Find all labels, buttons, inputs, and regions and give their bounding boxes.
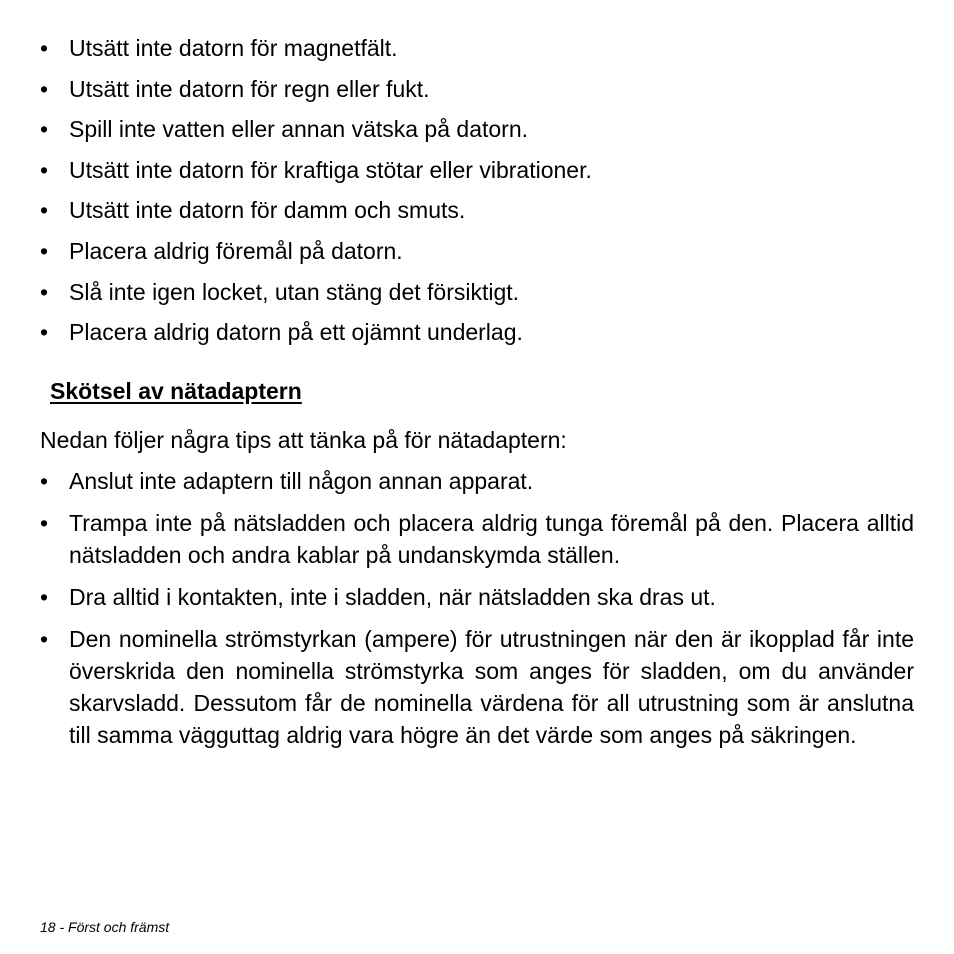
list-item-text: Slå inte igen locket, utan stäng det försiktigt. xyxy=(69,278,520,305)
list-item xyxy=(40,623,914,751)
computer-care-list xyxy=(40,32,914,357)
section-intro: Nedan följer några tips att tänka på för nätadaptern: xyxy=(40,427,567,453)
bullet: • xyxy=(40,237,49,264)
list-item-text: Dra alltid i kontakten, inte i sladden, när nätsladden ska dras ut. xyxy=(69,584,716,610)
adapter-care-list xyxy=(40,465,914,761)
bullet: • xyxy=(40,510,49,536)
list-item-text: Utsätt inte datorn för damm och smuts. xyxy=(69,197,466,224)
section-heading: Skötsel av nätadaptern xyxy=(50,378,302,404)
list-item xyxy=(40,113,914,145)
list-item-text: Placera aldrig datorn på ett ojämnt underlag. xyxy=(69,319,523,346)
page-footer: 18 - Först och främst xyxy=(40,919,170,935)
list-item xyxy=(40,316,914,348)
bullet: • xyxy=(40,468,49,494)
list-item xyxy=(40,235,914,267)
bullet: • xyxy=(40,584,49,610)
bullet: • xyxy=(40,156,49,183)
list-item-text: Trampa inte på nätsladden och placera aldrig tunga föremål på den. Placera alltid nätsladden och andra kablar på undanskymda ställen. xyxy=(69,510,914,568)
list-item-text: Anslut inte adaptern till någon annan apparat. xyxy=(69,468,534,494)
list-item xyxy=(40,154,914,186)
list-item xyxy=(40,507,914,571)
list-item xyxy=(40,581,914,613)
list-item-text: Utsätt inte datorn för kraftiga stötar eller vibrationer. xyxy=(69,156,592,183)
list-item xyxy=(40,276,914,308)
list-item-text: Utsätt inte datorn för magnetfält. xyxy=(69,35,398,61)
list-item-text: Spill inte vatten eller annan vätska på datorn. xyxy=(69,116,529,143)
list-item-text: Placera aldrig föremål på datorn. xyxy=(69,237,403,264)
bullet: • xyxy=(40,116,49,143)
list-item xyxy=(40,194,914,226)
list-item-text: Utsätt inte datorn för regn eller fukt. xyxy=(69,75,430,102)
bullet: • xyxy=(40,197,49,224)
list-item xyxy=(40,465,914,497)
bullet: • xyxy=(40,319,49,346)
list-item xyxy=(40,73,914,105)
list-item-text: Den nominella strömstyrkan (ampere) för utrustningen när den är ikopplad får inte överskrida den nominella strömstyrka som anges för sladden, om du använder skarvsladd. Dessutom får de nominella värdena för all utrustning som är anslutna till samma vägguttag aldrig vara högre än det värde som anges på säkringen. xyxy=(69,626,914,748)
bullet: • xyxy=(40,278,49,305)
list-item xyxy=(40,32,914,64)
bullet: • xyxy=(40,35,49,61)
bullet: • xyxy=(40,75,49,102)
bullet: • xyxy=(40,626,49,652)
